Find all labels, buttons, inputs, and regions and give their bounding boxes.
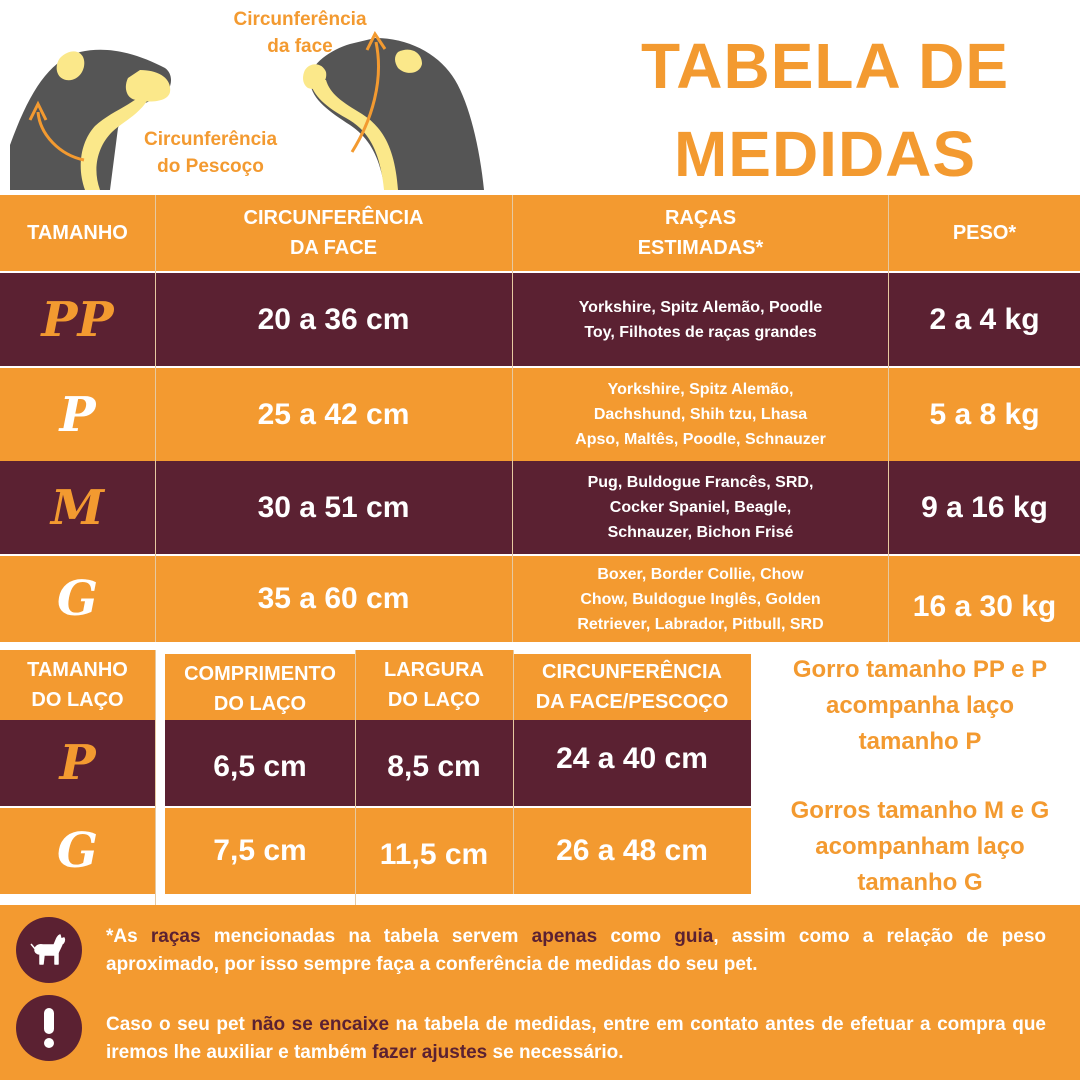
table-row-face: 20 a 36 cm (155, 273, 512, 366)
table-row-size: P (0, 368, 155, 461)
table-row-size: G (0, 808, 155, 894)
table-row-face: 25 a 42 cm (155, 368, 512, 461)
header-size: TAMANHO (0, 195, 155, 271)
table-row-breeds: Yorkshire, Spitz Alemão, Poodle Toy, Filhotes de raças grandes (512, 273, 889, 366)
header-weight: PESO* (889, 195, 1080, 271)
table-row-length: 7,5 cm (165, 808, 355, 894)
table-row-weight: 16 a 30 kg (889, 556, 1080, 642)
table-row-breeds: Pug, Buldogue Francês, SRD, Cocker Spaniel, Beagle, Schnauzer, Bichon Frisé (512, 461, 889, 554)
exclamation-icon (16, 995, 82, 1061)
header-breeds: RAÇAS ESTIMADAS* (512, 195, 889, 271)
header-bow-length: COMPRIMENTO DO LAÇO (165, 654, 355, 724)
header-bow-width: LARGURA DO LAÇO (355, 650, 513, 720)
column-divider (155, 650, 156, 910)
table-row-width: 11,5 cm (355, 808, 513, 894)
dog-icon (16, 917, 82, 983)
page-title: TABELA DE MEDIDAS (640, 30, 1010, 190)
bow-note-large: Gorros tamanho M e G acompanham laço tamanho G (790, 797, 1050, 896)
table-row-circumference: 26 a 48 cm (513, 808, 751, 894)
column-divider (513, 650, 514, 894)
table-row-face: 35 a 60 cm (155, 556, 512, 642)
table-row-size: G (0, 556, 155, 642)
table-row-circumference: 24 a 40 cm (513, 720, 751, 806)
header-bow-circumference: CIRCUNFERÊNCIA DA FACE/PESCOÇO (513, 654, 751, 720)
bow-note-small: Gorro tamanho PP e P acompanha laço tamanho P (792, 656, 1048, 755)
breeds-disclaimer-text: *As raças mencionadas na tabela servem apenas como guia, assim como a relação de peso aproximado, por isso sempre faça a conferência de medidas do seu pet. (106, 926, 1047, 975)
table-row-size: M (0, 461, 155, 554)
table-row-breeds: Boxer, Border Collie, Chow Chow, Buldogue Inglês, Golden Retriever, Labrador, Pitbull, SRD (512, 556, 889, 642)
table-row-width: 8,5 cm (355, 720, 513, 806)
table-row-length: 6,5 cm (165, 720, 355, 806)
column-divider (888, 195, 889, 642)
footer-disclaimer-panel (0, 905, 1080, 1080)
header-bow-size: TAMANHO DO LAÇO (0, 650, 155, 720)
table-row-breeds: Yorkshire, Spitz Alemão, Dachshund, Shih tzu, Lhasa Apso, Maltês, Poodle, Schnauzer (512, 368, 889, 461)
contact-disclaimer-text: Caso o seu pet não se encaixe na tabela de medidas, entre em contato antes de efetuar a compra que iremos lhe auxiliar e também fazer ajustes se necessário. (106, 1014, 1046, 1063)
table-row-weight: 9 a 16 kg (889, 461, 1080, 554)
column-divider (155, 195, 156, 642)
table-row-size: PP (0, 273, 155, 366)
table-row-weight: 2 a 4 kg (889, 273, 1080, 366)
header-face: CIRCUNFERÊNCIA DA FACE (155, 195, 512, 271)
table-row-face: 30 a 51 cm (155, 461, 512, 554)
column-divider (355, 650, 356, 910)
face-circumference-label: Circunferência da face (233, 9, 367, 57)
neck-circumference-label: Circunferência do Pescoço (143, 129, 278, 177)
column-divider (512, 195, 513, 642)
table-row-weight: 5 a 8 kg (889, 368, 1080, 461)
table-row-size: P (0, 720, 155, 806)
